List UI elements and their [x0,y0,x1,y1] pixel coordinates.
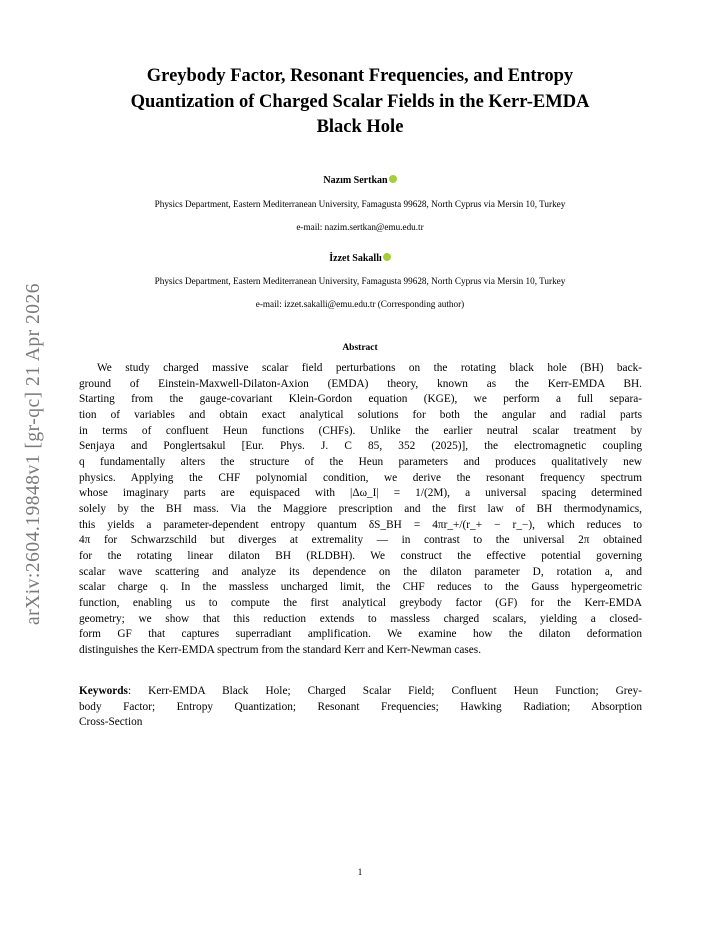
keywords-line: Cross-Section [79,716,143,729]
abstract-line: scalar charge q. In the massless uncharged limit, the CHF reduces to the Gauss hypergeometric [79,581,642,594]
author-name-text: Nazım Sertkan [323,175,388,186]
keywords-line: body Factor; Entropy Quantization; Resonant Frequencies; Hawking Radiation; Absorption [79,700,642,713]
orcid-icon[interactable] [383,253,391,261]
abstract-line: Senjaya and Ponglertsakul [Eur. Phys. J. C 85, 352 (2025)], the electromagnetic coupling [79,440,642,453]
author-name [0,175,720,186]
author-name-text: İzzet Sakallı [329,253,382,264]
abstract-line: physics. Applying the CHF polynomial condition, we derive the resonant frequency spectrum [79,471,642,484]
abstract-line: Starting from the gauge-covariant Klein-Gordon equation (KGE), we perform a full separa- [79,393,642,406]
abstract-line: ground of Einstein-Maxwell-Dilaton-Axion (EMDA) theory, known as the Kerr-EMDA BH. [79,377,642,390]
abstract-line: in terms of confluent Heun functions (CHFs). Unlike the earlier neutral scalar treatment by [79,424,642,437]
abstract-line: form GF that captures superradiant amplification. We examine how the dilaton deformation [79,628,642,641]
title-line: Black Hole [316,117,404,137]
page-number: 1 [357,868,363,878]
abstract-line: We study charged massive scalar field perturbations on the rotating black hole (BH) back- [97,362,642,374]
abstract-line: this yields a parameter-dependent entropy quantum δS_BH = 4πr_+/(r_+ − r_−), which reduces to [79,518,642,531]
paper-title [60,64,660,141]
abstract-line: solely by the BH mass. Via the Maggiore prescription and the first law of BH thermodynamics, [79,502,642,515]
abstract-line: scalar wave scattering and analyze its dependence on the dilaton parameter D, rotation a, and [79,565,642,578]
abstract-line: whose imaginary parts are equispaced with |Δω_I| = 1/(2M), a universal spacing determined [79,487,642,500]
abstract-line: function, enabling us to compute the first analytical greybody factor (GF) for the Kerr-EMDA [79,596,642,609]
arxiv-identifier: arXiv:2604.19848v1 [gr-qc] 21 Apr 2026 [23,283,44,625]
keywords-label: Keywords [79,685,128,697]
author-email[interactable]: e-mail: izzet.sakalli@emu.edu.tr (Corresponding author) [255,299,465,309]
author-affiliation: Physics Department, Eastern Mediterranean University, Famagusta 99628, North Cyprus via Mersin 10, Turkey [154,276,566,286]
title-line: Quantization of Charged Scalar Fields in the Kerr-EMDA [130,91,590,112]
author-name [0,253,720,264]
abstract-line: geometry; we show that this reduction extends to massless charged scalars, yielding a closed- [79,612,642,625]
orcid-icon[interactable] [389,175,397,183]
abstract-body [79,361,642,658]
abstract-line: tion of variables and obtain exact analytical solutions for both the angular and radial parts [79,408,642,421]
keywords [79,684,642,731]
author-affiliation: Physics Department, Eastern Mediterranean University, Famagusta 99628, North Cyprus via Mersin 10, Turkey [154,199,566,209]
abstract-line: for the rotating linear dilaton BH (RLDBH). We construct the effective potential governing [79,549,642,562]
author-email[interactable]: e-mail: nazim.sertkan@emu.edu.tr [296,222,424,232]
keywords-line: : Kerr-EMDA Black Hole; Charged Scalar Field; Confluent Heun Function; Grey- [127,685,642,697]
abstract-heading: Abstract [342,343,378,353]
title-line: Greybody Factor, Resonant Frequencies, and Entropy [146,66,574,86]
abstract-line: q fundamentally alters the structure of the Heun parameters and produces qualitatively new [79,455,642,468]
arxiv-sidebar [20,264,48,644]
abstract-line: 4π for Schwarzschild but diverges at extremality — in contrast to the universal 2π obtained [79,534,642,547]
abstract-line: distinguishes the Kerr-EMDA spectrum from the standard Kerr and Kerr-Newman cases. [79,643,482,656]
